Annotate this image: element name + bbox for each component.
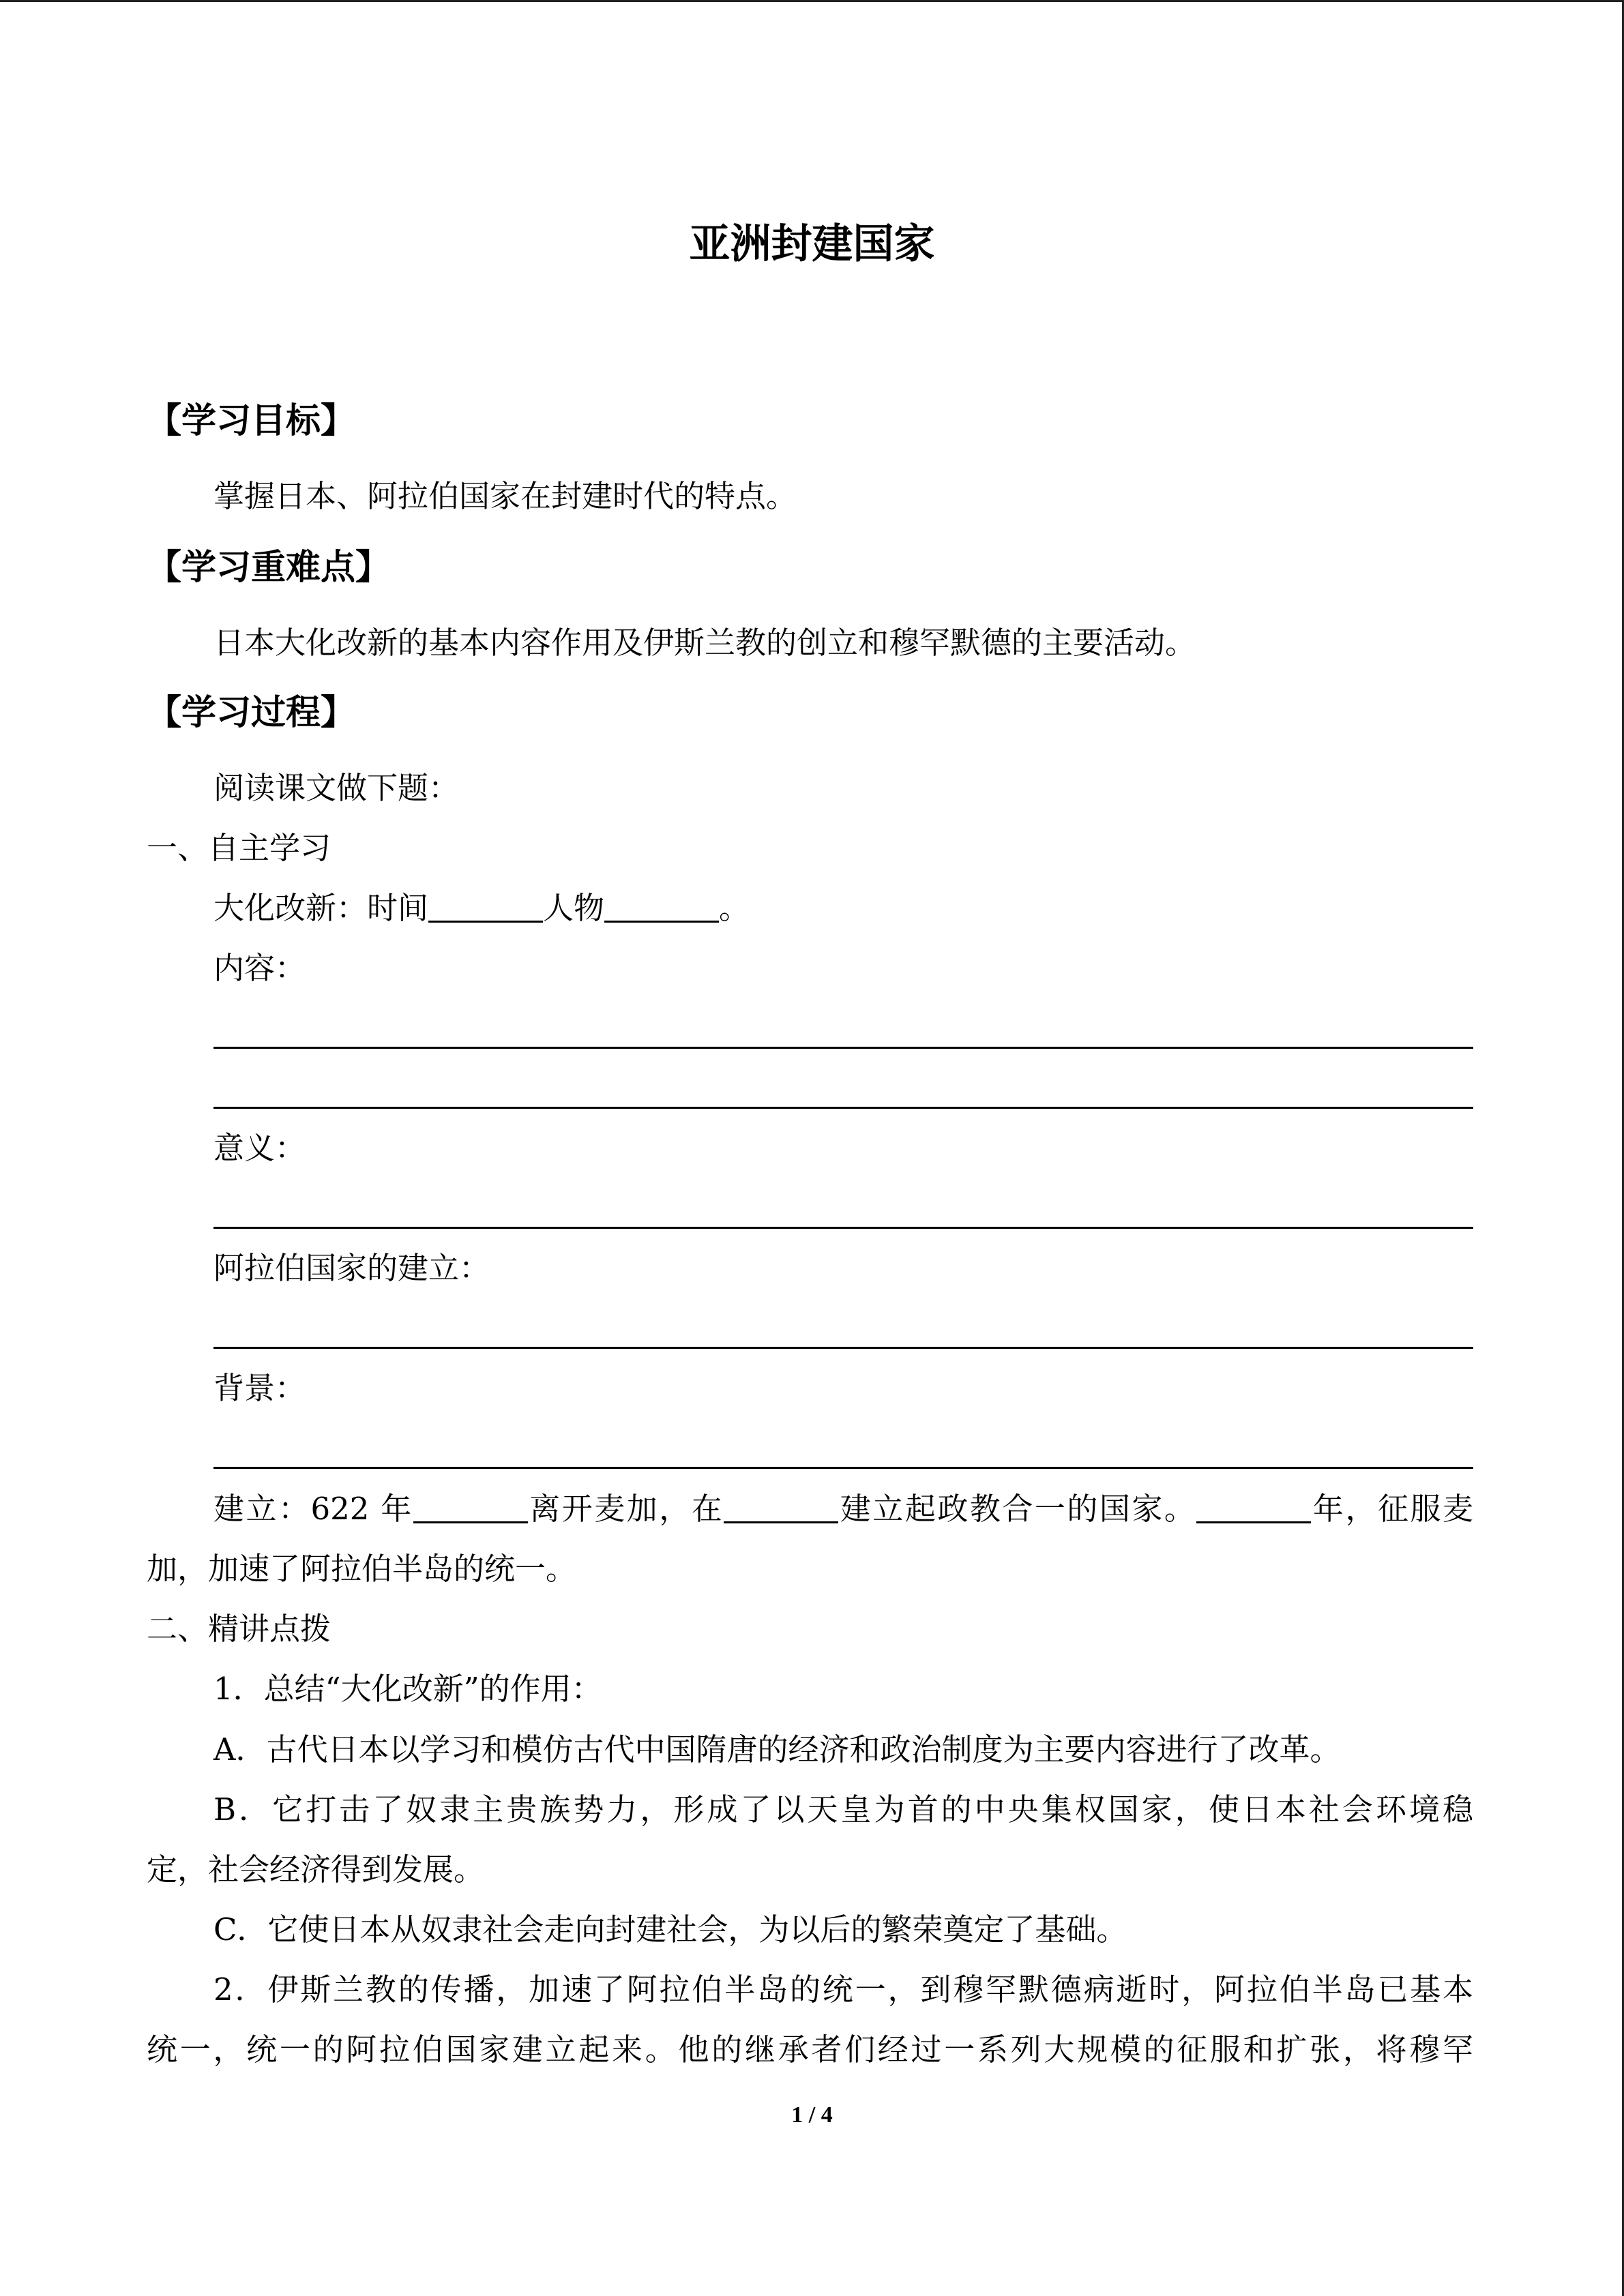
part2-heading: 二、精讲点拨 xyxy=(147,1611,331,1647)
answer-c: C．它使日本从奴隶社会走向封建社会，为以后的繁荣奠定了基础。 xyxy=(213,1911,1127,1948)
taika-person-blank[interactable] xyxy=(604,893,719,923)
founding-line xyxy=(213,1491,1473,1527)
question-2-line-2: 统一，统一的阿拉伯国家建立起来。他的继承者们经过一系列大规模的征服和扩张，将穆罕 xyxy=(147,2031,1473,2068)
founding-blank-1[interactable] xyxy=(413,1494,528,1523)
page-number: 1 / 4 xyxy=(791,2102,833,2128)
question-2-line-1: 2．伊斯兰教的传播，加速了阿拉伯半岛的统一，到穆罕默德病逝时，阿拉伯半岛已基本 xyxy=(213,1971,1473,2008)
goals-text: 掌握日本、阿拉伯国家在封建时代的特点。 xyxy=(213,478,797,514)
founding-blank-2[interactable] xyxy=(724,1494,838,1523)
focus-text: 日本大化改新的基本内容作用及伊斯兰教的创立和穆罕默德的主要活动。 xyxy=(213,625,1196,661)
arab-founding-label: 阿拉伯国家的建立： xyxy=(213,1250,490,1286)
founding-text-b: 离开麦加，在 xyxy=(527,1491,724,1527)
content-answer-line-1[interactable] xyxy=(213,1047,1473,1049)
founding-continuation: 加，加速了阿拉伯半岛的统一。 xyxy=(147,1551,577,1587)
process-intro: 阅读课文做下题： xyxy=(213,770,460,806)
taika-end: 。 xyxy=(719,890,750,926)
answer-a: A．古代日本以学习和模仿古代中国隋唐的经济和政治制度为主要内容进行了改革。 xyxy=(213,1731,1341,1768)
content-answer-line-2[interactable] xyxy=(213,1107,1473,1109)
goals-heading: 【学习目标】 xyxy=(147,401,356,441)
founding-text-c: 建立起政教合一的国家。 xyxy=(838,1491,1197,1527)
page-title: 亚洲封建国家 xyxy=(689,220,935,268)
taika-line xyxy=(213,890,750,926)
answer-b-line-2: 定，社会经济得到发展。 xyxy=(147,1851,485,1888)
page-border-top xyxy=(0,0,1624,2)
founding-blank-3[interactable] xyxy=(1196,1494,1311,1523)
taika-person-label: 人物 xyxy=(543,890,605,926)
meaning-answer-line[interactable] xyxy=(213,1227,1473,1229)
founding-text-a: 建立：622 年 xyxy=(213,1491,413,1527)
taika-time-label: 大化改新：时间 xyxy=(213,890,429,926)
meaning-label: 意义： xyxy=(213,1130,306,1166)
answer-b-line-1: B．它打击了奴隶主贵族势力，形成了以天皇为首的中央集权国家，使日本社会环境稳 xyxy=(213,1791,1473,1828)
question-1: 1．总结“大化改新”的作用： xyxy=(213,1671,602,1707)
content-label: 内容： xyxy=(213,950,306,986)
founding-text-d: 年，征服麦 xyxy=(1311,1491,1473,1527)
process-heading: 【学习过程】 xyxy=(147,693,356,733)
background-answer-line[interactable] xyxy=(213,1467,1473,1469)
background-label: 背景： xyxy=(213,1370,306,1406)
focus-heading: 【学习重难点】 xyxy=(147,548,391,588)
taika-time-blank[interactable] xyxy=(428,893,543,923)
part1-heading: 一、自主学习 xyxy=(147,830,331,866)
arab-answer-line[interactable] xyxy=(213,1347,1473,1349)
